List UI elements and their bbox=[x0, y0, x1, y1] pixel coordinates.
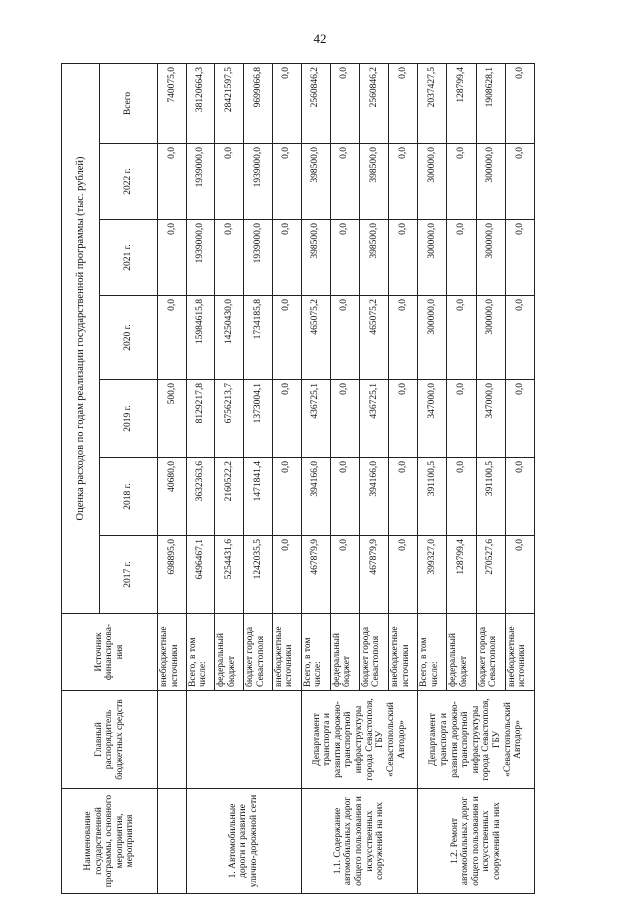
value-2020: 0,0 bbox=[447, 296, 476, 380]
value-total: 2037427,5 bbox=[418, 63, 447, 143]
value-total: 128799,4 bbox=[447, 63, 476, 143]
value-2017: 1242035,5 bbox=[244, 536, 273, 614]
value-2021: 0,0 bbox=[389, 220, 418, 296]
header-estimate: Оценка расходов по годам реализации государственной программы (тыс. рублей) bbox=[62, 63, 100, 613]
table-row bbox=[301, 63, 330, 893]
value-2018: 0,0 bbox=[447, 458, 476, 536]
value-2018: 0,0 bbox=[389, 458, 418, 536]
value-2018: 2160522,2 bbox=[215, 458, 244, 536]
value-2019: 8129217,8 bbox=[186, 380, 215, 458]
value-2022: 0,0 bbox=[447, 144, 476, 220]
value-total: 2560846,2 bbox=[359, 63, 388, 143]
value-2018: 0,0 bbox=[505, 458, 534, 536]
source-cell: бюджет города Севастополя bbox=[359, 614, 388, 691]
value-total: 38120664,3 bbox=[186, 63, 215, 143]
value-2020: 0,0 bbox=[505, 296, 534, 380]
value-2022: 0,0 bbox=[330, 144, 359, 220]
value-total: 0,0 bbox=[272, 63, 301, 143]
value-2022: 398500,0 bbox=[359, 144, 388, 220]
value-2019: 0,0 bbox=[447, 380, 476, 458]
table-row bbox=[158, 63, 187, 893]
value-total: 0,0 bbox=[389, 63, 418, 143]
program-name-cell: 1.2. Ремонт автомобильных дорог общего пользования и искусственных сооружений на них bbox=[418, 789, 535, 894]
source-cell: внебюджетные источники bbox=[272, 614, 301, 691]
value-2022: 1939000,0 bbox=[244, 144, 273, 220]
header-year-2020: 2020 г. bbox=[100, 296, 158, 380]
value-2021: 0,0 bbox=[447, 220, 476, 296]
value-2021: 0,0 bbox=[330, 220, 359, 296]
value-2018: 0,0 bbox=[330, 458, 359, 536]
value-2021: 0,0 bbox=[505, 220, 534, 296]
value-2018: 394166,0 bbox=[359, 458, 388, 536]
source-cell: федеральный бюджет bbox=[447, 614, 476, 691]
value-2018: 391100,5 bbox=[418, 458, 447, 536]
value-2019: 436725,1 bbox=[301, 380, 330, 458]
value-2017: 5254431,6 bbox=[215, 536, 244, 614]
value-2018: 1471841,4 bbox=[244, 458, 273, 536]
value-2021: 0,0 bbox=[158, 220, 187, 296]
value-2017: 0,0 bbox=[330, 536, 359, 614]
executor-cell: Департамент транспорта и развития дорожно-транспортной инфраструктуры города Севастополя, ГБУ «Севастопольский Автодор» bbox=[301, 691, 418, 789]
value-2018: 394166,0 bbox=[301, 458, 330, 536]
header-source: Источник финансирова-ния bbox=[62, 614, 158, 691]
value-2019: 436725,1 bbox=[359, 380, 388, 458]
value-2019: 0,0 bbox=[272, 380, 301, 458]
page-number: 42 bbox=[313, 31, 327, 46]
executor-cell bbox=[158, 691, 187, 789]
value-2020: 0,0 bbox=[389, 296, 418, 380]
value-2019: 6756213,7 bbox=[215, 380, 244, 458]
value-2021: 300000,0 bbox=[476, 220, 505, 296]
program-name-cell bbox=[158, 789, 187, 894]
executor-cell bbox=[186, 691, 301, 789]
value-2020: 15984615,8 bbox=[186, 296, 215, 380]
value-2021: 1939000,0 bbox=[186, 220, 215, 296]
value-2022: 0,0 bbox=[158, 144, 187, 220]
value-2020: 300000,0 bbox=[418, 296, 447, 380]
value-2018: 0,0 bbox=[272, 458, 301, 536]
header-executor: Главный распорядитель бюджетных средств bbox=[62, 691, 158, 789]
value-2022: 1939000,0 bbox=[186, 144, 215, 220]
value-2017: 467879,9 bbox=[359, 536, 388, 614]
table-row bbox=[418, 63, 447, 893]
value-2020: 14250430,0 bbox=[215, 296, 244, 380]
value-2022: 398500,0 bbox=[301, 144, 330, 220]
value-2017: 0,0 bbox=[505, 536, 534, 614]
source-cell: федеральный бюджет bbox=[215, 614, 244, 691]
value-2020: 1734185,8 bbox=[244, 296, 273, 380]
budget-table bbox=[61, 63, 535, 894]
value-2018: 3632363,6 bbox=[186, 458, 215, 536]
value-2022: 0,0 bbox=[215, 144, 244, 220]
header-year-2021: 2021 г. bbox=[100, 220, 158, 296]
value-2017: 128799,4 bbox=[447, 536, 476, 614]
header-program: Наименование государственной программы, основного мероприятия, мероприятия bbox=[62, 789, 158, 894]
value-2019: 500,0 bbox=[158, 380, 187, 458]
program-name-cell: 1.1. Содержание автомобильных дорог общего пользования и искусственных сооружений на них bbox=[301, 789, 418, 894]
source-cell: внебюджетные источники bbox=[158, 614, 187, 691]
source-cell: Всего, в том числе: bbox=[186, 614, 215, 691]
source-cell: внебюджетные источники bbox=[505, 614, 534, 691]
value-2019: 347000,0 bbox=[476, 380, 505, 458]
value-2020: 0,0 bbox=[158, 296, 187, 380]
value-2022: 0,0 bbox=[389, 144, 418, 220]
value-2019: 0,0 bbox=[330, 380, 359, 458]
value-2021: 1939000,0 bbox=[244, 220, 273, 296]
header-year-2018: 2018 г. bbox=[100, 458, 158, 536]
value-2017: 0,0 bbox=[272, 536, 301, 614]
value-2019: 0,0 bbox=[389, 380, 418, 458]
value-2021: 0,0 bbox=[215, 220, 244, 296]
header-total: Всего bbox=[100, 63, 158, 143]
value-2018: 391100,5 bbox=[476, 458, 505, 536]
source-cell: Всего, в том числе: bbox=[418, 614, 447, 691]
value-total: 9699066,8 bbox=[244, 63, 273, 143]
value-2020: 465075,2 bbox=[359, 296, 388, 380]
value-2021: 398500,0 bbox=[359, 220, 388, 296]
value-2021: 0,0 bbox=[272, 220, 301, 296]
value-total: 0,0 bbox=[330, 63, 359, 143]
table-row bbox=[186, 63, 215, 893]
value-2022: 300000,0 bbox=[476, 144, 505, 220]
value-2017: 399327,0 bbox=[418, 536, 447, 614]
source-cell: бюджет города Севастополя bbox=[244, 614, 273, 691]
value-2019: 347000,0 bbox=[418, 380, 447, 458]
value-2021: 300000,0 bbox=[418, 220, 447, 296]
value-2019: 0,0 bbox=[505, 380, 534, 458]
value-2020: 300000,0 bbox=[476, 296, 505, 380]
value-2022: 0,0 bbox=[272, 144, 301, 220]
value-2020: 465075,2 bbox=[301, 296, 330, 380]
value-total: 1908628,1 bbox=[476, 63, 505, 143]
value-total: 28421597,5 bbox=[215, 63, 244, 143]
source-cell: внебюджетные источники bbox=[389, 614, 418, 691]
value-2017: 698895,0 bbox=[158, 536, 187, 614]
executor-cell: Департамент транспорта и развития дорожно-транспортной инфраструктуры города Севастополя, ГБУ «Севастопольский Автодор» bbox=[418, 691, 535, 789]
source-cell: бюджет города Севастополя bbox=[476, 614, 505, 691]
value-2017: 467879,9 bbox=[301, 536, 330, 614]
program-name-cell: 1. Автомобильные дороги и развитие улично-дорожной сети bbox=[186, 789, 301, 894]
value-2020: 0,0 bbox=[272, 296, 301, 380]
value-2019: 1373004,1 bbox=[244, 380, 273, 458]
header-year-2022: 2022 г. bbox=[100, 144, 158, 220]
source-cell: Всего, в том числе: bbox=[301, 614, 330, 691]
source-cell: федеральный бюджет bbox=[330, 614, 359, 691]
value-2021: 398500,0 bbox=[301, 220, 330, 296]
value-2022: 0,0 bbox=[505, 144, 534, 220]
value-total: 2560846,2 bbox=[301, 63, 330, 143]
value-2018: 40680,0 bbox=[158, 458, 187, 536]
value-2017: 270527,6 bbox=[476, 536, 505, 614]
value-total: 0,0 bbox=[505, 63, 534, 143]
value-2017: 0,0 bbox=[389, 536, 418, 614]
value-2020: 0,0 bbox=[330, 296, 359, 380]
header-year-2017: 2017 г. bbox=[100, 536, 158, 614]
value-total: 740075,0 bbox=[158, 63, 187, 143]
header-year-2019: 2019 г. bbox=[100, 380, 158, 458]
value-2022: 300000,0 bbox=[418, 144, 447, 220]
value-2017: 6496467,1 bbox=[186, 536, 215, 614]
budget-table-rotated bbox=[61, 64, 535, 894]
